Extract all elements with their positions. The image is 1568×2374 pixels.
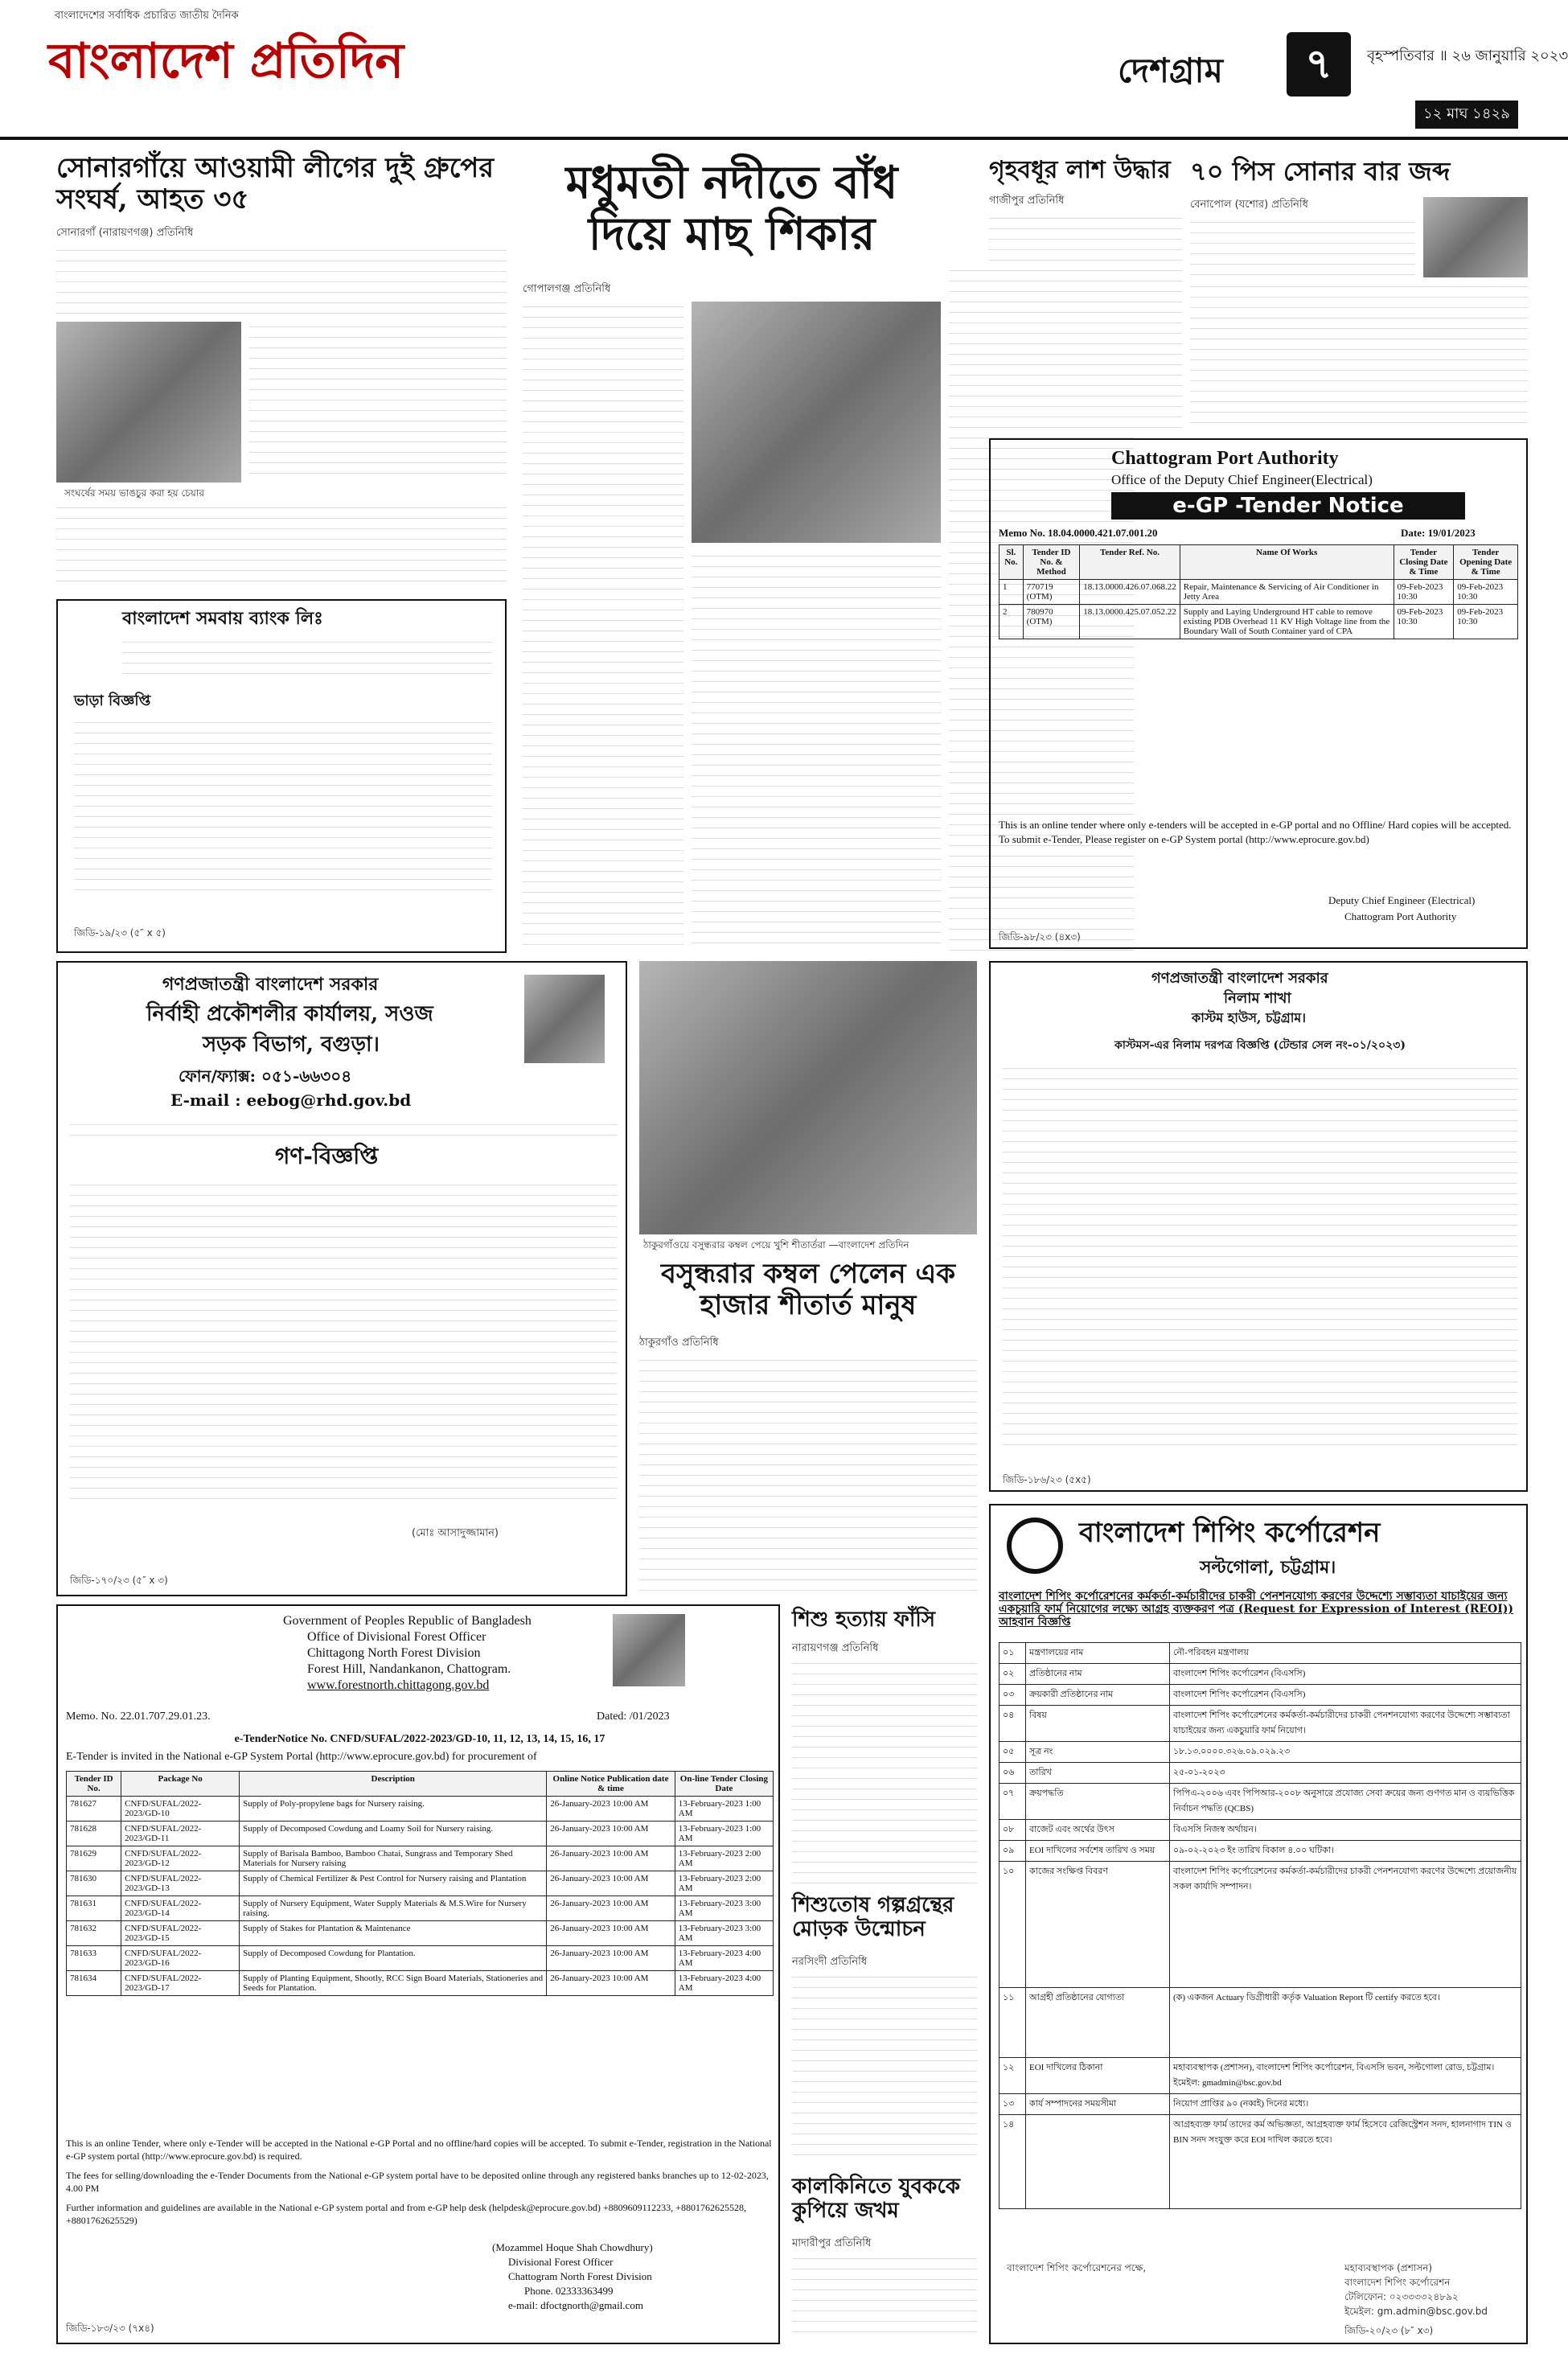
table-row — [67, 1846, 774, 1871]
cell: ০৭ — [999, 1784, 1026, 1820]
cell: ১০ — [999, 1862, 1026, 1988]
story-sonargaon-caption: সংঘর্ষের সময় ভাঙচুর করা হয় চেয়ার — [64, 487, 204, 499]
customs-office: নিলাম শাখা — [1224, 990, 1291, 1007]
bsc-ad — [989, 1504, 1528, 2344]
forest-ref: জিডি-১৮৩/২৩ (৭x৪) — [66, 2323, 154, 2334]
cell: 09-Feb-2023 10:30 — [1454, 580, 1518, 605]
cell: নিয়োগ প্রাপ্তির ৯০ (নব্বই) দিনের মধ্যে। — [1170, 2094, 1521, 2115]
forest-notice-no: e-TenderNotice No. CNFD/SUFAL/2022-2023/GD-10, 11, 12, 13, 14, 15, 16, 17 — [234, 1733, 605, 1745]
forest-date: Dated: /01/2023 — [597, 1711, 670, 1723]
section-name: দেশগ্রাম — [1118, 51, 1223, 90]
cell: কার্য সম্পাদনের সময়সীমা — [1026, 2094, 1170, 2115]
bank-ad — [56, 599, 507, 953]
cell: 09-Feb-2023 10:30 — [1394, 605, 1454, 639]
page-number: ৭ — [1287, 32, 1351, 97]
table-row — [999, 1841, 1521, 1862]
cell: 781634 — [67, 1971, 121, 1996]
cell: ০৩ — [999, 1685, 1026, 1706]
cell: (ক) একজন Actuary ডিগ্রীধারী কর্তৃক Valuation Report টি certify করতে হবে। — [1170, 1988, 1521, 2058]
story-gazipur-body — [989, 213, 1182, 430]
story-madhumati-body-1 — [523, 302, 683, 953]
cell: বিএসসি নিজস্ব অর্থায়ন। — [1170, 1820, 1521, 1841]
table-row — [999, 1685, 1521, 1706]
cell: বাংলাদেশ শিপিং কর্পোরেশনের কর্মকর্তা-কর্মচারীদের চাকরী পেনশনযোগ্য করণের উদ্দেশ্যে সম্ভাব্যতা যাচাইয়ের জন্য একচুয়ারি ফার্ম নিয়োগ। — [1170, 1706, 1521, 1742]
cell: Supply of Planting Equipment, Shootly, RCC Sign Board Materials, Stationeries and Seeds for Plantation. — [240, 1971, 547, 1996]
story-book-headline[interactable]: শিশুতোষ গল্পগ্রন্থের মোড়ক উন্মোচন — [792, 1893, 954, 1941]
cell: নৌ-পরিবহন মন্ত্রণালয় — [1170, 1643, 1521, 1664]
cell — [1026, 2115, 1170, 2209]
cell: 26-January-2023 10:00 AM — [547, 1896, 675, 1921]
cpa-title: e-GP -Tender Notice — [1111, 492, 1465, 520]
forest-table-header-row — [67, 1772, 774, 1797]
cell: Supply of Nursery Equipment, Water Supply Materials & M.S.Wire for Nursery raising. — [240, 1896, 547, 1921]
forest-signer-phone: Phone. 02333363499 — [524, 2285, 614, 2297]
table-row — [999, 605, 1518, 639]
forest-signer-email[interactable]: e-mail: dfoctgnorth@gmail.com — [508, 2299, 643, 2311]
story-gazipur-headline[interactable]: গৃহবধূর লাশ উদ্ধার — [989, 156, 1171, 184]
customs-ref: জিডি-১৮৬/২৩ (৫x৫) — [1003, 1474, 1091, 1485]
cpa-org: Chattogram Port Authority — [1111, 448, 1339, 469]
cell: Supply of Stakes for Plantation & Maintenance — [240, 1921, 547, 1946]
customs-ad — [989, 961, 1528, 1492]
cell: 26-January-2023 10:00 AM — [547, 1921, 675, 1946]
forest-signer-title: Divisional Forest Officer — [508, 2256, 614, 2268]
story-child-murder-body — [792, 1658, 977, 1883]
story-child-murder-byline: নারায়ণগঞ্জ প্রতিনিধি — [792, 1642, 879, 1654]
cell: 2 — [999, 605, 1024, 639]
cell: ০২ — [999, 1664, 1026, 1685]
story-blanket-caption: ঠাকুরগাঁওয়ে বসুন্ধরার কম্বল পেয়ে খুশি শীতার্তরা —বাংলাদেশ প্রতিদিন — [643, 1239, 909, 1251]
cell: বাজেট এবং অর্থের উৎস — [1026, 1820, 1170, 1841]
cpa-signer-org: Chattogram Port Authority — [1344, 910, 1457, 922]
cell: 781631 — [67, 1896, 121, 1921]
cell: ০৯-০২-২০২৩ ইং তারিখ বিকাল ৪.০০ ঘটিকা। — [1170, 1841, 1521, 1862]
story-benapole-headline[interactable]: ৭০ পিস সোনার বার জব্দ — [1190, 156, 1451, 187]
story-blanket-body — [639, 1355, 977, 1596]
rhd-body — [70, 1180, 617, 1501]
cpa-date: Date: 19/01/2023 — [1401, 527, 1476, 539]
cell: 09-Feb-2023 10:30 — [1454, 605, 1518, 639]
cpa-col-closing: Tender Closing Date & Time — [1394, 545, 1454, 580]
forest-signer-name: (Mozammel Hoque Shah Chowdhury) — [492, 2241, 653, 2253]
forest-gov: Government of Peoples Republic of Bangladesh — [283, 1614, 532, 1628]
story-benapole-body-2 — [1190, 281, 1528, 430]
story-child-murder-headline[interactable]: শিশু হত্যায় ফাঁসি — [792, 1608, 936, 1632]
table-row — [999, 1784, 1521, 1820]
cell: ১৪ — [999, 2115, 1026, 2209]
cell: ০১ — [999, 1643, 1026, 1664]
table-row — [999, 1763, 1521, 1784]
cell: 09-Feb-2023 10:30 — [1394, 580, 1454, 605]
cell: EOI দাখিলের ঠিকানা — [1026, 2058, 1170, 2094]
rhd-office2: সড়ক বিভাগ, বগুড়া। — [203, 1033, 380, 1057]
forest-footer-3: Further information and guidelines are available in the National e-GP system portal and from e-GP help desk (helpdesk@eprocure.gov.bd) +8809609112233, +8801762625528, +8801762625529) — [66, 2202, 746, 2227]
bsc-sign-for: বাংলাদেশ শিপিং কর্পোরেশনের পক্ষে, — [1007, 2262, 1147, 2273]
story-book-body — [792, 1972, 977, 2165]
rhd-email[interactable]: E-mail : eebog@rhd.gov.bd — [170, 1090, 412, 1110]
cell: ০৯ — [999, 1841, 1026, 1862]
cpa-table-header-row — [999, 545, 1518, 580]
dateline: বৃহস্পতিবার ॥ ২৬ জানুয়ারি ২০২৩ — [1367, 47, 1568, 64]
dateline-bengali: ১২ মাঘ ১৪২৯ — [1415, 101, 1518, 129]
forest-footer-1: This is an online Tender, where only e-Tender will be accepted in the National e-GP Portal and no offline/hard copies will be accepted. To submit e-Tender, registration in the National e-GP system portal (http://www.eprocure.gov.bd) is required. — [66, 2138, 772, 2162]
story-madhumati-photo — [692, 302, 941, 543]
story-benapole-photo — [1423, 197, 1528, 277]
bank-ad-address — [122, 637, 492, 681]
story-book-byline: নরসিংদী প্রতিনিধি — [792, 1956, 868, 1968]
cell: EOI দাখিলের সর্বশেষ তারিখ ও সময় — [1026, 1841, 1170, 1862]
story-gazipur-byline: গাজীপুর প্রতিনিধি — [989, 195, 1065, 207]
cell: 13-February-2023 2:00 AM — [675, 1846, 773, 1871]
cpa-ref: জিডি-৯৮/২৩ (৪x৩) — [999, 931, 1081, 943]
cell: প্রতিষ্ঠানের নাম — [1026, 1664, 1170, 1685]
forest-signer-division: Chattogram North Forest Division — [508, 2270, 652, 2282]
forest-tender-table — [66, 1771, 774, 1996]
cell: পিপিএ-২০০৬ এবং পিপিআর-২০০৮ অনুসারে প্রযোজ্য সেবা ক্রয়ের জন্য গুণগত মান ও ব্যয়ভিত্তিক নির্বাচন পদ্ধতি (QCBS) — [1170, 1784, 1521, 1820]
cell: আগ্রহী প্রতিষ্ঠানের যোগ্যতা — [1026, 1988, 1170, 2058]
story-benapole-byline: বেনাপোল (যশোর) প্রতিনিধি — [1190, 199, 1308, 211]
cell: 781628 — [67, 1822, 121, 1846]
bsc-signer-org: বাংলাদেশ শিপিং কর্পোরেশন — [1344, 2277, 1451, 2288]
cell: 1 — [999, 580, 1024, 605]
cell: 13-February-2023 1:00 AM — [675, 1797, 773, 1822]
forest-footer-2: The fees for selling/downloading the e-Tender Documents from the National e-GP system portal have to be deposited online through any registered banks branches up to 12-02-2023, 4.00 PM — [66, 2170, 769, 2195]
cell: 18.13.0000.425.07.052.22 — [1080, 605, 1180, 639]
cpa-col-sl: Sl. No. — [999, 545, 1024, 580]
bank-ad-body — [74, 717, 492, 894]
rhd-office: নির্বাহী প্রকৌশলীর কার্যালয়, সওজ — [146, 1002, 433, 1026]
story-sonargaon-photo — [56, 322, 241, 483]
table-row — [67, 1971, 774, 1996]
cpa-tender-ad — [989, 438, 1528, 949]
bsc-signer-email[interactable]: ইমেইল: gm.admin@bsc.gov.bd — [1344, 2306, 1488, 2317]
story-madhumati-headline[interactable]: মধুমতী নদীতে বাঁধ দিয়ে মাছ শিকার — [565, 156, 898, 261]
rhd-portrait — [524, 975, 605, 1063]
table-row — [999, 2115, 1521, 2209]
cell: 770719 (OTM) — [1023, 580, 1080, 605]
cell: 13-February-2023 4:00 AM — [675, 1946, 773, 1971]
cell: সূত্র নং — [1026, 1742, 1170, 1763]
story-kalkini-body — [792, 2253, 977, 2342]
cell: Supply of Decomposed Cowdung and Loamy Soil for Nursery raising. — [240, 1822, 547, 1846]
forest-tender-ad — [56, 1604, 780, 2344]
cell: CNFD/SUFAL/2022-2023/GD-17 — [121, 1971, 240, 1996]
table-row — [999, 1988, 1521, 2058]
cell: CNFD/SUFAL/2022-2023/GD-13 — [121, 1871, 240, 1896]
bsc-signer-title: মহাব্যবস্থাপক (প্রশাসন) — [1344, 2262, 1433, 2273]
cell: কাজের সংক্ষিপ্ত বিবরণ — [1026, 1862, 1170, 1988]
table-row — [999, 1862, 1521, 1988]
cell: বিষয় — [1026, 1706, 1170, 1742]
cell: 780970 (OTM) — [1023, 605, 1080, 639]
cell: CNFD/SUFAL/2022-2023/GD-10 — [121, 1797, 240, 1822]
forest-office: Office of Divisional Forest Officer — [307, 1630, 486, 1644]
rhd-phone: ফোন/ফ্যাক্স: ০৫১-৬৬৩০৪ — [179, 1066, 352, 1086]
cell: ক্রয়কারী প্রতিষ্ঠানের নাম — [1026, 1685, 1170, 1706]
cell: 13-February-2023 4:00 AM — [675, 1971, 773, 1996]
rhd-signer: (মোঃ আসাদুজ্জামান) — [412, 1527, 499, 1539]
cpa-col-id: Tender ID No. & Method — [1023, 545, 1080, 580]
cell: ১৮.১৩.০০০০.৩২৬.০৯.০২৯.২৩ — [1170, 1742, 1521, 1763]
table-row — [999, 1643, 1521, 1664]
story-kalkini-headline[interactable]: কালকিনিতে যুবককে কুপিয়ে জখম — [792, 2175, 960, 2223]
masthead-tagline: বাংলাদেশের সর্বাধিক প্রচারিত জাতীয় দৈনিক — [55, 10, 239, 22]
story-madhumati-body-2 — [692, 551, 941, 953]
cell: Supply of Poly-propylene bags for Nursery raising. — [240, 1797, 547, 1822]
rhd-notice: গণ-বিজ্ঞপ্তি — [275, 1143, 379, 1169]
cpa-signer-title: Deputy Chief Engineer (Electrical) — [1328, 894, 1476, 906]
story-sonargaon-body-2 — [249, 322, 507, 483]
customs-office2: কাস্টম হাউস, চট্টগ্রাম। — [1192, 1010, 1306, 1025]
story-blanket-byline: ঠাকুরগাঁও প্রতিনিধি — [639, 1337, 719, 1349]
forest-logo — [613, 1614, 685, 1686]
rhd-gov: গণপ্রজাতন্ত্রী বাংলাদেশ সরকার — [162, 974, 379, 995]
forest-office3: Forest Hill, Nandankanon, Chattogram. — [307, 1662, 511, 1676]
cell: 13-February-2023 3:00 AM — [675, 1896, 773, 1921]
cpa-col-work: Name Of Works — [1180, 545, 1394, 580]
bsc-table — [999, 1642, 1521, 2209]
bsc-signer-phone: টেলিফোন: ০২৩৩৩৩২৪৮৯২ — [1344, 2291, 1459, 2302]
table-row — [67, 1946, 774, 1971]
forest-intro: E-Tender is invited in the National e-GP System Portal (http://www.eprocure.gov.bd) for procurement of — [66, 1751, 537, 1763]
cpa-footer: This is an online tender where only e-tenders will be accepted in e-GP portal and no Offline/ Hard copies will be accepted. To submit e-Tender, Please register on e-GP System portal (http://www.eprocure.gov.bd) — [999, 819, 1512, 846]
customs-gov: গণপ্রজাতন্ত্রী বাংলাদেশ সরকার — [1151, 970, 1328, 987]
cell: 26-January-2023 10:00 AM — [547, 1946, 675, 1971]
forest-col-id: Tender ID No. — [67, 1772, 121, 1797]
cell: ০৪ — [999, 1706, 1026, 1742]
bsc-subtitle: সল্টগোলা, চট্টগ্রাম। — [1200, 1557, 1336, 1578]
table-row — [67, 1797, 774, 1822]
newspaper-logo[interactable]: বাংলাদেশ প্রতিদিন — [48, 33, 404, 89]
cell: তারিখ — [1026, 1763, 1170, 1784]
customs-notice: কাস্টমস-এর নিলাম দরপত্র বিজ্ঞপ্তি (টেন্ডার সেল নং-০১/২০২৩) — [1114, 1039, 1406, 1052]
forest-col-pub: Online Notice Publication date & time — [547, 1772, 675, 1797]
rhd-memo — [70, 1119, 617, 1136]
forest-col-desc: Description — [240, 1772, 547, 1797]
cpa-col-opening: Tender Opening Date & Time — [1454, 545, 1518, 580]
cpa-office: Office of the Deputy Chief Engineer(Electrical) — [1111, 472, 1373, 487]
cell: Supply of Barisala Bamboo, Bamboo Chatai, Sungrass and Temporary Shed Materials for Nursery raising — [240, 1846, 547, 1871]
bank-ad-notice: ভাড়া বিজ্ঞপ্তি — [74, 692, 151, 709]
cell: বাংলাদেশ শিপিং কর্পোরেশন (বিএসসি) — [1170, 1664, 1521, 1685]
cell: ০৫ — [999, 1742, 1026, 1763]
forest-web[interactable]: www.forestnorth.chittagong.gov.bd — [307, 1678, 490, 1692]
cpa-col-ref: Tender Ref. No. — [1080, 545, 1180, 580]
story-madhumati-byline: গোপালগঞ্জ প্রতিনিধি — [523, 283, 611, 295]
cell: ০৬ — [999, 1763, 1026, 1784]
cell: CNFD/SUFAL/2022-2023/GD-14 — [121, 1896, 240, 1921]
forest-memo: Memo. No. 22.01.707.29.01.23. — [66, 1711, 211, 1723]
cell: মহাব্যবস্থাপক (প্রশাসন), বাংলাদেশ শিপিং কর্পোরেশন, বিএসসি ভবন, সল্টগোলা রোড, চট্টগ্রাম। ইমেইল: gmadmin@bsc.gov.bd — [1170, 2058, 1521, 2094]
cell: 26-January-2023 10:00 AM — [547, 1846, 675, 1871]
story-blanket-headline[interactable]: বসুন্ধরার কম্বল পেলেন এক হাজার শীতার্ত মানুষ — [660, 1258, 956, 1322]
cell: ১২ — [999, 2058, 1026, 2094]
cell: 781633 — [67, 1946, 121, 1971]
table-row — [999, 1706, 1521, 1742]
cell: 781630 — [67, 1871, 121, 1896]
story-benapole-body-1 — [1190, 217, 1415, 277]
cell: 26-January-2023 10:00 AM — [547, 1971, 675, 1996]
story-sonargaon-body — [56, 245, 507, 318]
table-row — [67, 1921, 774, 1946]
cell: মন্ত্রণালয়ের নাম — [1026, 1643, 1170, 1664]
cell: 781629 — [67, 1846, 121, 1871]
bsc-title: বাংলাদেশ শিপিং কর্পোরেশন — [1079, 1517, 1381, 1549]
cell: Repair, Maintenance & Servicing of Air Conditioner in Jetty Area — [1180, 580, 1394, 605]
story-sonargaon-body-3 — [56, 503, 507, 591]
cell: 26-January-2023 10:00 AM — [547, 1797, 675, 1822]
cell: 13-February-2023 2:00 AM — [675, 1871, 773, 1896]
cell: ১৩ — [999, 2094, 1026, 2115]
table-row — [999, 1664, 1521, 1685]
story-kalkini-byline: মাদারীপুর প্রতিনিধি — [792, 2237, 872, 2249]
bsc-logo-icon — [1007, 1518, 1063, 1574]
bsc-ref: জিডি-২০/২৩ (৮″ x৩) — [1344, 2325, 1434, 2336]
forest-col-package: Package No — [121, 1772, 240, 1797]
cpa-tender-table — [999, 544, 1518, 639]
cell: ১১ — [999, 1988, 1026, 2058]
table-row — [67, 1871, 774, 1896]
cell: ক্রয়পদ্ধতি — [1026, 1784, 1170, 1820]
rhd-ad — [56, 961, 627, 1596]
cell: 13-February-2023 1:00 AM — [675, 1822, 773, 1846]
story-blanket-photo — [639, 961, 977, 1234]
table-row — [67, 1822, 774, 1846]
cell: ২৫-০১-২০২৩ — [1170, 1763, 1521, 1784]
table-row — [999, 1742, 1521, 1763]
table-row — [999, 1820, 1521, 1841]
cell: 26-January-2023 10:00 AM — [547, 1822, 675, 1846]
table-row — [999, 2094, 1521, 2115]
table-row — [67, 1896, 774, 1921]
forest-col-closing: On-line Tender Closing Date — [675, 1772, 773, 1797]
cell: বাংলাদেশ শিপিং কর্পোরেশন (বিএসসি) — [1170, 1685, 1521, 1706]
cell: 781632 — [67, 1921, 121, 1946]
cell: CNFD/SUFAL/2022-2023/GD-11 — [121, 1822, 240, 1846]
cell: 18.13.0000.426.07.068.22 — [1080, 580, 1180, 605]
table-row — [999, 580, 1518, 605]
cell: Supply of Decomposed Cowdung for Plantation. — [240, 1946, 547, 1971]
cell: CNFD/SUFAL/2022-2023/GD-16 — [121, 1946, 240, 1971]
rhd-ref: জিডি-১৭০/২৩ (৫″ x ৩) — [70, 1575, 168, 1586]
cell: CNFD/SUFAL/2022-2023/GD-15 — [121, 1921, 240, 1946]
story-sonargaon-headline[interactable]: সোনারগাঁয়ে আওয়ামী লীগের দুই গ্রুপের সংঘর্ষ, আহত ৩৫ — [56, 152, 495, 216]
story-sonargaon-byline: সোনারগাঁ (নারায়ণগঞ্জ) প্রতিনিধি — [56, 227, 194, 239]
cell: ০৮ — [999, 1820, 1026, 1841]
cell: Supply and Laying Underground HT cable to remove existing PDB Overhead 11 KV High Voltage line from the Boundary Wall of South Container yard of CPA — [1180, 605, 1394, 639]
table-row — [999, 2058, 1521, 2094]
bsc-notice: বাংলাদেশ শিপিং কর্পোরেশনের কর্মকর্তা-কর্মচারীদের চাকরী পেনশনযোগ্য করণের উদ্দেশ্যে সম্ভাব্যতা যাচাইয়ের জন্য একচুয়ারি ফার্ম নিয়োগের লক্ষ্যে আগ্রহ ব্যক্তকরণ পত্র (Request for Expression of Interest (REOI)) আহবান বিজ্ঞপ্তি — [999, 1590, 1514, 1629]
forest-office2: Chittagong North Forest Division — [307, 1646, 481, 1660]
cell: 26-January-2023 10:00 AM — [547, 1871, 675, 1896]
bank-ad-title: বাংলাদেশ সমবায় ব্যাংক লিঃ — [122, 608, 323, 629]
masthead — [0, 0, 1568, 140]
cell: আগ্রহব্যক্ত ফার্ম তাদের কর্ম অভিজ্ঞতা, আগ্রহব্যক্ত ফার্ম হিসেবে রেজিস্ট্রেশন সনদ, হালনাগাদ TIN ও BIN সনদ সংযুক্ত করে EOI দাখিল করতে হবে। — [1170, 2115, 1521, 2209]
bank-ad-ref: জিডি-১৯/২৩ (৫″ x ৫) — [74, 927, 166, 939]
cpa-memo: Memo No. 18.04.0000.421.07.001.20 — [999, 527, 1158, 539]
cell: CNFD/SUFAL/2022-2023/GD-12 — [121, 1846, 240, 1871]
cell: Supply of Chemical Fertilizer & Pest Control for Nursery raising and Plantation — [240, 1871, 547, 1896]
cell: 13-February-2023 3:00 AM — [675, 1921, 773, 1946]
cell: 781627 — [67, 1797, 121, 1822]
cell: বাংলাদেশ শিপিং কর্পোরেশনের কর্মকর্তা-কর্মচারীদের চাকরী পেনশনযোগ্য করণের উদ্দেশ্যে প্রয়োজনীয় সকল কার্যাদি সম্পাদন। — [1170, 1862, 1521, 1988]
customs-body — [1003, 1063, 1517, 1449]
